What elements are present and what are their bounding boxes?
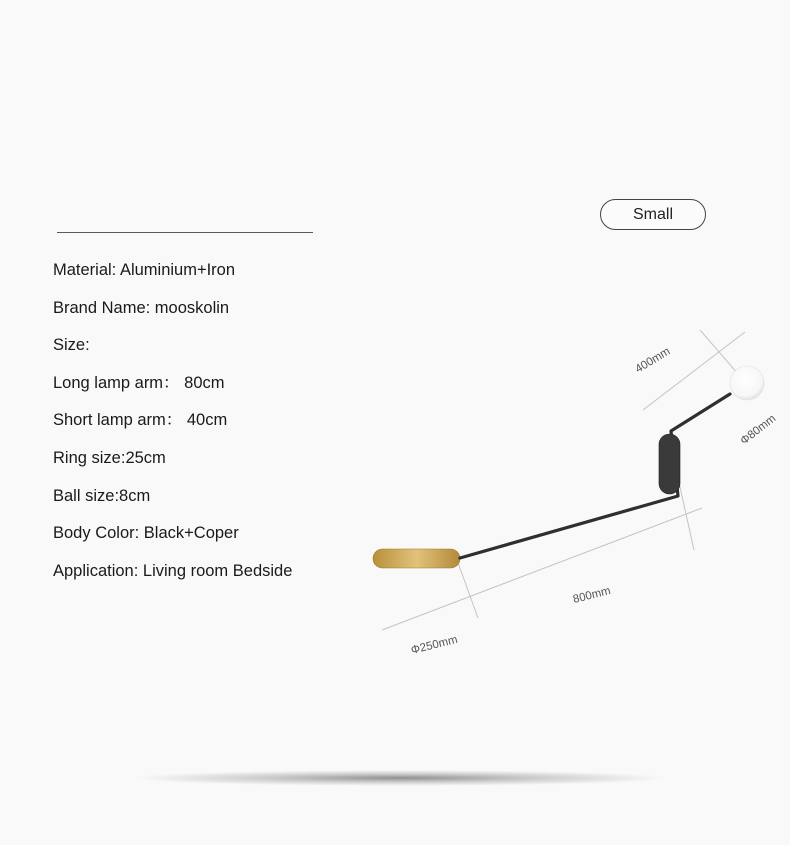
- long-arm-label: 800mm: [571, 584, 612, 606]
- lamp-arm: [460, 394, 730, 558]
- size-badge: Small: [600, 199, 706, 230]
- lamp-ring: [373, 549, 460, 568]
- spec-brand: Brand Name: mooskolin: [53, 298, 230, 317]
- spec-material: Material: Aluminium+Iron: [53, 261, 236, 279]
- dimension-lines: [382, 330, 752, 630]
- spec-size: Size:: [53, 336, 90, 355]
- divider: [57, 232, 313, 233]
- ball-diameter-label: Φ80mm: [738, 412, 779, 448]
- spec-list: [53, 259, 292, 597]
- spec-long-arm: Long lamp arm： 80cm: [53, 373, 225, 392]
- spec-ball-size: Ball size:8cm: [53, 486, 151, 505]
- short-arm-label: 400mm: [633, 345, 673, 376]
- lamp-joint: [659, 434, 680, 494]
- floor-shadow: [130, 770, 670, 786]
- lamp-ball: [730, 366, 764, 400]
- spec-application: Application: Living room Bedside: [53, 561, 293, 580]
- spec-body-color: Body Color: Black+Coper: [53, 524, 239, 543]
- ring-diameter-label: Φ250mm: [409, 633, 459, 657]
- spec-short-arm: Short lamp arm： 40cm: [53, 411, 228, 430]
- lamp-diagram: [360, 320, 790, 670]
- spec-ring-size: Ring size:25cm: [53, 448, 166, 467]
